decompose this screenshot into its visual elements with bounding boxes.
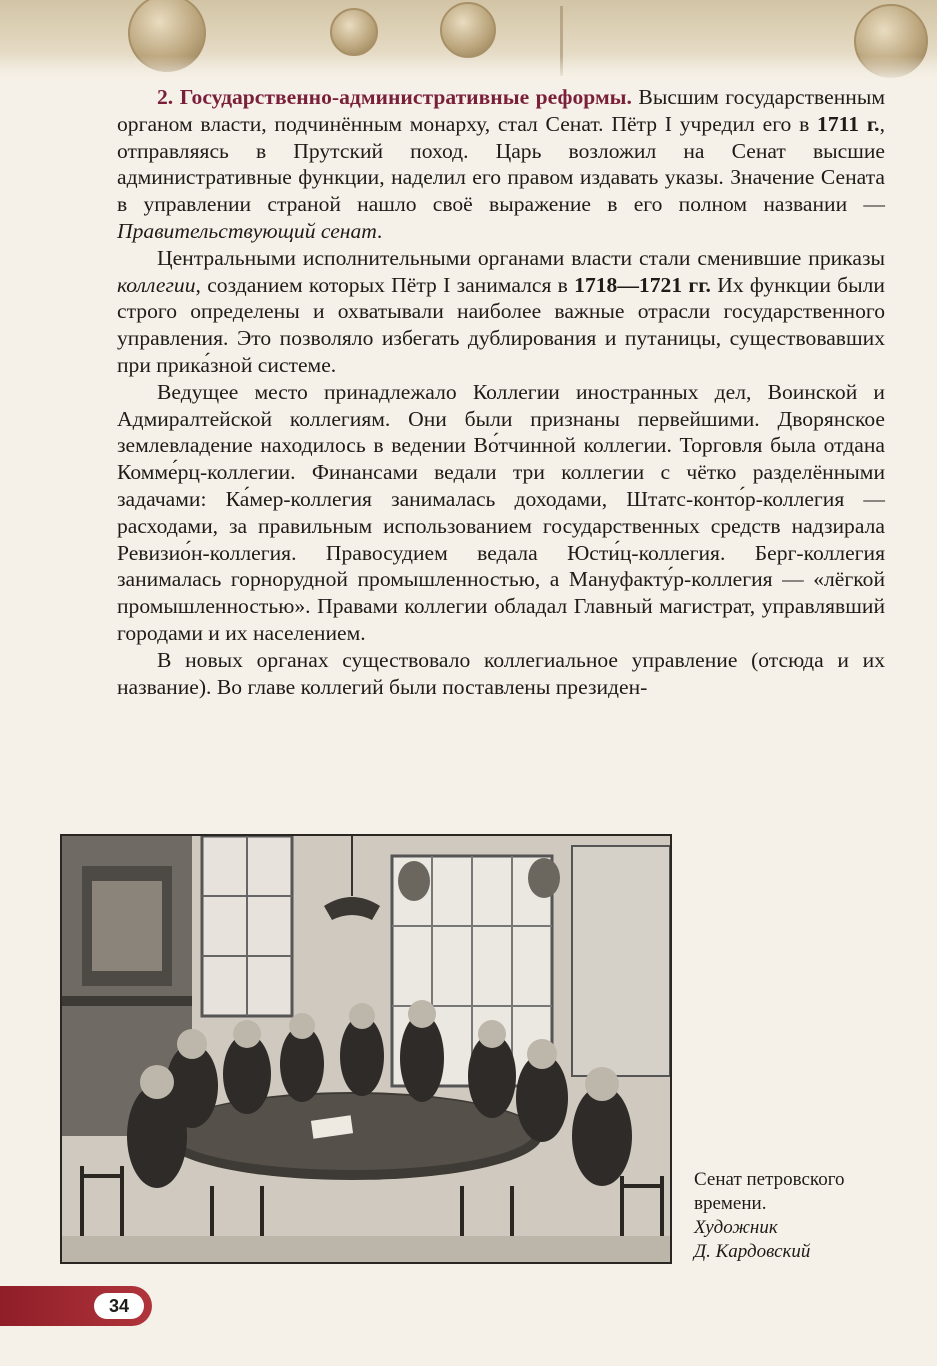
main-text — [117, 84, 885, 700]
paragraph: Центральными исполнительными органами власти стали сменившие приказы коллегии, созданием которых Пётр I занимался в 1718—1721 гг. Их функции были строго определены и охватывали наиболее важные отрасли государственного управления. Это позволяло избегать дублирования и путаницы, существовавших при прика́зной системе. — [117, 245, 885, 377]
section-heading: 2. Государственно-административные реформы. — [157, 85, 632, 109]
paragraph: В новых органах существовало коллегиальное управление (отсюда и их название). Во главе коллегий были поставлены президен- — [117, 647, 885, 699]
page-number: 34 — [94, 1293, 144, 1319]
decorative-banner — [0, 0, 937, 82]
date-bold: 1711 г. — [817, 111, 880, 136]
date-bold: 1718—1721 гг. — [574, 272, 711, 297]
picture-caption: Сенат петровского времени. Художник Д. Кардовский — [694, 1169, 845, 1262]
term-italic: Правительствующий сенат — [117, 218, 377, 243]
coin-medallion — [330, 8, 378, 56]
term-italic: коллегии — [117, 272, 196, 297]
senate-painting — [60, 834, 672, 1264]
paragraph: 2. Государственно-административные реформы. Высшим государственным органом власти, подчинённым монарху, стал Сенат. Пётр I учредил его в 1711 г., отправляясь в Прутский поход. Царь возложил на Сенат высшие административные функции, наделил его правом издавать указы. Значение Сената в управлении страной нашло своё выражение в его полном названии — Правительствующий сенат. — [117, 85, 885, 243]
coin-medallion — [440, 2, 496, 58]
paragraph: Ведущее место принадлежало Коллегии иностранных дел, Воинской и Адмиралтейской коллегиям. Они были признаны первейшими. Дворянское землевладение находилось в ведении Во́тчинной коллегии. Торговля была отдана Комме́рц-коллегии. Финансами ведали три коллегии с чётко разделёнными задачами: Ка́мер-коллегия занималась доходами, Штатс-конто́р-коллегия — расходами, за правильным использованием государственных средств надзирала Ревизио́н-коллегия. Правосудием ведала Юсти́ц-коллегия. Берг-коллегия занималась горнорудной промышленностью, а Мануфакту́р-коллегия — «лёгкой промышленностью». Правами коллегии обладал Главный магистрат, управлявший городами и их населением. — [117, 379, 885, 645]
